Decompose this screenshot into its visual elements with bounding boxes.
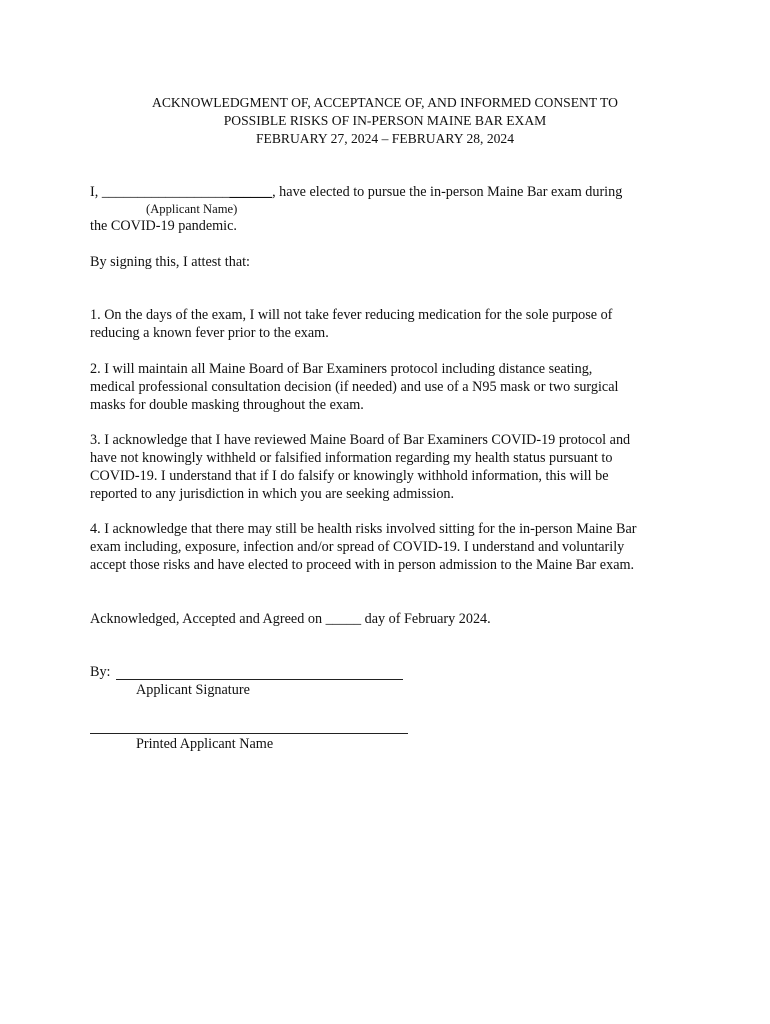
applicant-name-label: (Applicant Name) — [146, 202, 238, 216]
acknowledged-date-line[interactable]: Acknowledged, Accepted and Agreed on _____ day of February 2024. — [90, 611, 491, 627]
item-3-line-2: have not knowingly withheld or falsified information regarding my health status pursuant to — [90, 450, 613, 466]
item-2-line-1: 2. I will maintain all Maine Board of Bar Examiners protocol including distance seating, — [90, 361, 593, 377]
printed-name-label: Printed Applicant Name — [136, 736, 274, 752]
item-4-line-2: exam including, exposure, infection and/or spread of COVID-19. I understand and voluntarily — [90, 539, 625, 555]
item-2-line-2: medical professional consultation decision (if needed) and use of a N95 mask or two surgical — [90, 379, 619, 395]
item-2-line-3: masks for double masking throughout the exam. — [90, 397, 364, 413]
doc-title-line-3: FEBRUARY 27, 2024 – FEBRUARY 28, 2024 — [255, 131, 515, 146]
item-1-line-2: reducing a known fever prior to the exam. — [90, 325, 329, 341]
intro-suffix: , have elected to pursue the in-person Maine Bar exam during — [272, 184, 623, 200]
intro-line-2: the COVID-19 pandemic. — [90, 218, 237, 234]
applicant-name-blank[interactable]: __________________ — [101, 184, 230, 200]
printed-name-line[interactable] — [90, 733, 408, 734]
item-3-line-4: reported to any jurisdiction in which you are seeking admission. — [90, 486, 455, 502]
item-4-line-3: accept those risks and have elected to proceed with in person admission to the Maine Bar exam. — [90, 557, 635, 573]
item-1-line-1: 1. On the days of the exam, I will not take fever reducing medication for the sole purpose of — [90, 307, 613, 323]
item-4-line-1: 4. I acknowledge that there may still be health risks involved sitting for the in-person Maine Bar — [90, 521, 637, 537]
item-3-line-1: 3. I acknowledge that I have reviewed Maine Board of Bar Examiners COVID-19 protocol and — [90, 432, 631, 448]
signature-label: Applicant Signature — [136, 682, 250, 698]
intro-line — [90, 183, 622, 201]
item-3-line-3: COVID-19. I understand that if I do falsify or knowingly withhold information, this will be — [90, 468, 609, 484]
doc-title-line-1: ACKNOWLEDGMENT OF, ACCEPTANCE OF, AND INFORMED CONSENT TO — [152, 95, 618, 110]
doc-title-line-2: POSSIBLE RISKS OF IN-PERSON MAINE BAR EXAM — [223, 113, 547, 128]
signature-by-label: By: — [90, 664, 111, 680]
applicant-name-blank-underlined[interactable]: ______ — [229, 184, 273, 200]
signature-line[interactable] — [116, 679, 403, 680]
intro-prefix: I, — [90, 184, 102, 200]
attest-statement: By signing this, I attest that: — [90, 254, 250, 270]
